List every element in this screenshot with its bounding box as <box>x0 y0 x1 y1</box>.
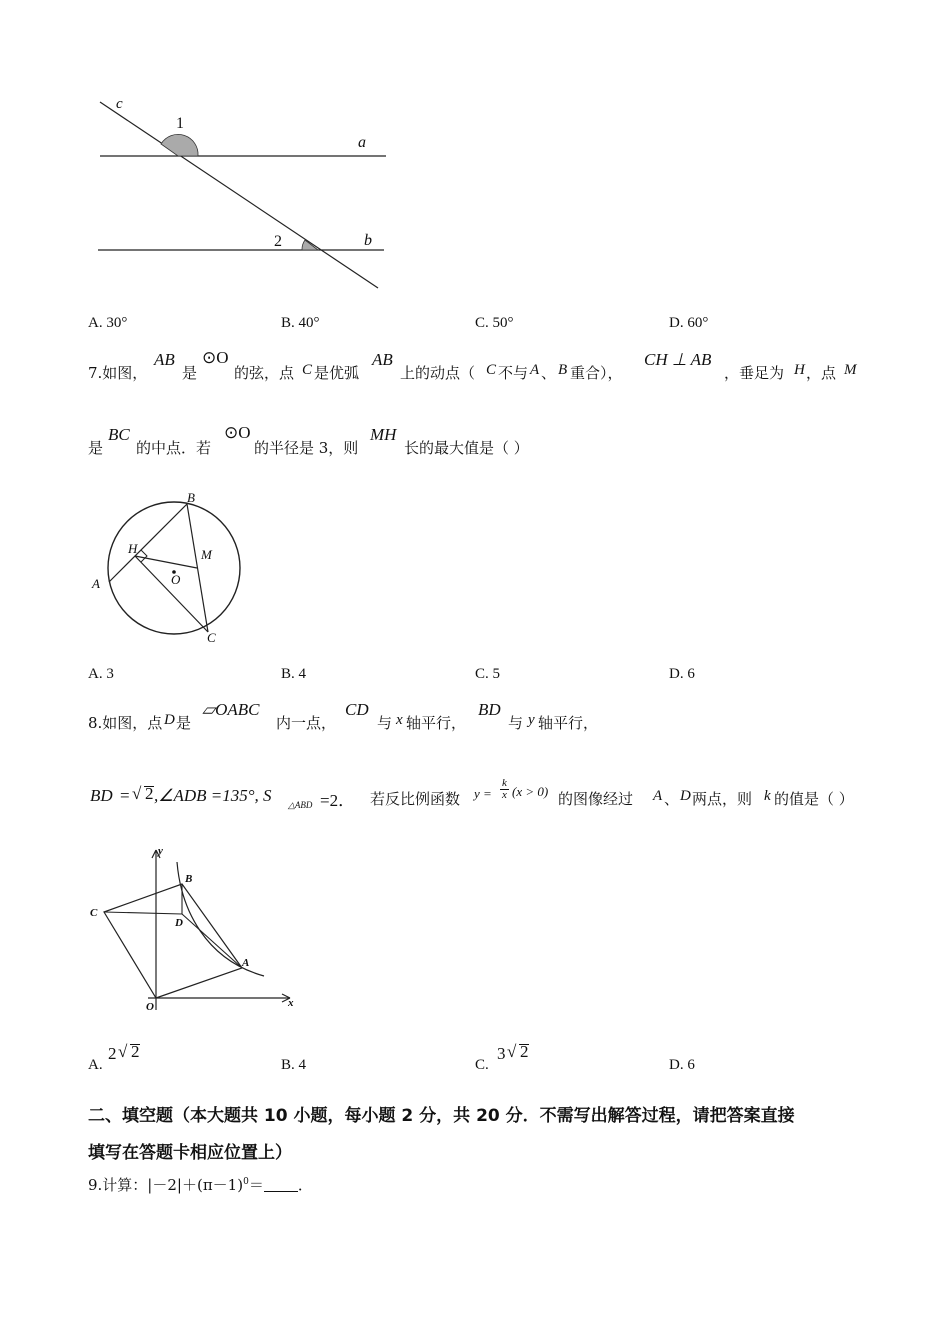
label-M: M <box>201 547 212 562</box>
q7-bc: BC <box>108 425 130 444</box>
right-angle-mark <box>141 550 147 562</box>
q8-cd: CD <box>345 700 369 719</box>
segment-ad <box>182 914 242 968</box>
q7-option-d[interactable]: D. 6 <box>669 666 695 682</box>
q6-option-c[interactable]: C. 50° <box>475 315 514 331</box>
label-A: A <box>92 576 100 591</box>
q8-angle-part: ,∠ADB =135°, S <box>154 786 272 805</box>
q8-option-a-coef: 2 <box>108 1044 117 1063</box>
q7-is: 是 <box>182 364 198 382</box>
figure-circle <box>88 490 258 650</box>
q7-h: H <box>794 362 805 378</box>
q8-d: D <box>164 712 175 728</box>
q7-mh: MH <box>370 425 397 444</box>
q8-sqrt-sign: √ <box>132 784 142 803</box>
q8-sqrt2: 2 <box>145 784 154 803</box>
q8-value-text: 的值是（ ） <box>774 790 854 808</box>
q6-option-d[interactable]: D. 60° <box>669 315 709 331</box>
q8-eq2: =2． <box>320 791 356 810</box>
q8-option-c-prefix: C. <box>475 1057 489 1073</box>
label-b: b <box>364 232 372 249</box>
q8-option-c[interactable] <box>475 1042 595 1072</box>
segment-cd <box>104 912 182 914</box>
q8-bd: BD <box>478 700 501 719</box>
q7-c2: C <box>486 362 497 378</box>
q7-a: A <box>530 362 540 378</box>
label-O: O <box>146 1001 154 1013</box>
q8-x-axis-parallel: 轴平行， <box>406 714 467 732</box>
q7-prefix: 7.如图， <box>88 364 148 382</box>
q8-line-2 <box>88 776 868 812</box>
q8-eq1: = <box>120 786 130 805</box>
label-C: C <box>207 630 216 645</box>
q8-option-a-rad: 2 <box>131 1042 140 1061</box>
q7-m: M <box>844 362 857 378</box>
q9-suffix: ＝ <box>248 1176 264 1194</box>
q7-point-text: ，点 <box>806 364 837 382</box>
q8-option-c-sqrt-sign: √ <box>507 1042 517 1061</box>
label-C: C <box>90 907 98 919</box>
q7-max-text: 长的最大值是（ ） <box>404 439 529 457</box>
section-2-heading-line-2: 填写在答题卡相应位置上） <box>88 1143 292 1163</box>
angle-1-shade <box>161 134 198 156</box>
q7-c: C <box>302 362 313 378</box>
label-O: O <box>171 572 181 587</box>
q7-line2-is: 是 <box>88 439 104 457</box>
circle-o <box>108 502 240 634</box>
q8-func-y: y = <box>474 786 492 801</box>
q8-with: 与 <box>377 714 393 732</box>
q8-parallelogram: ▱OABC <box>202 700 260 719</box>
q8-is: 是 <box>176 714 192 732</box>
q8-func-fraction <box>500 778 509 801</box>
q8-option-b[interactable]: B. 4 <box>281 1057 307 1073</box>
q8-two-points-text: 两点，则 <box>692 790 753 808</box>
q8-func-x: x <box>502 789 507 801</box>
label-B: B <box>187 490 195 505</box>
label-c: c <box>116 96 123 112</box>
label-B: B <box>185 873 193 885</box>
q8-bd-eq: BD <box>90 786 113 805</box>
q8-option-a[interactable] <box>88 1042 208 1072</box>
q8-option-d[interactable]: D. 6 <box>669 1057 695 1073</box>
q8-func-cond: (x > 0) <box>512 784 549 799</box>
label-H: H <box>128 541 138 556</box>
figure-parallel-lines <box>80 90 400 300</box>
q9-answer-blank[interactable] <box>264 1177 298 1192</box>
q7-ab-arc: AB <box>372 350 393 369</box>
q8-graph-text: 的图像经过 <box>558 790 634 808</box>
q9-prefix: 9.计算：|－2|＋(π－1) <box>88 1176 244 1194</box>
q7-line-1 <box>88 348 868 384</box>
q8-option-a-prefix: A. <box>88 1057 103 1073</box>
q7-not-coincide-text: 不与 <box>498 364 529 382</box>
q8-func-k: k <box>502 777 507 789</box>
q8-prefix: 8.如图，点 <box>88 714 163 732</box>
q7-sep: 、 <box>541 364 557 382</box>
q7-foot-text: ，垂足为 <box>724 364 785 382</box>
q8-inner-point-text: 内一点， <box>276 714 337 732</box>
q9-line <box>88 1174 313 1195</box>
label-A: A <box>242 957 250 969</box>
q9-end: ． <box>297 1176 313 1194</box>
q7-moving-point-text: 上的动点（ <box>400 364 476 382</box>
q7-line-2 <box>88 423 588 459</box>
label-y: y <box>158 845 163 857</box>
q8-y: y <box>528 712 535 728</box>
q7-ab: AB <box>154 350 175 369</box>
q8-k: k <box>764 788 771 804</box>
q8-pt-a: A <box>653 788 663 804</box>
q7-circle-o2: ⊙O <box>224 423 251 442</box>
q8-y-axis-parallel: 轴平行， <box>538 714 599 732</box>
q8-sub-abd: △ABD <box>288 800 313 810</box>
q7-option-a[interactable]: A. 3 <box>88 666 114 682</box>
q7-option-c[interactable]: C. 5 <box>475 666 501 682</box>
angle-2-shade <box>302 240 318 250</box>
q8-x: x <box>396 712 403 728</box>
q7-b: B <box>558 362 568 378</box>
q7-ch-perp-ab: CH ⊥ AB <box>644 350 712 369</box>
q7-major-arc-text: 是优弧 <box>314 364 360 382</box>
q7-option-b[interactable]: B. 4 <box>281 666 307 682</box>
q7-midpoint-text: 的中点．若 <box>136 439 212 457</box>
transversal-c <box>100 102 378 288</box>
label-2: 2 <box>274 233 282 250</box>
q7-chord-text: 的弦，点 <box>234 364 295 382</box>
q8-sep: 、 <box>664 790 680 808</box>
label-D: D <box>175 917 183 929</box>
figure-parallelogram <box>86 840 306 1020</box>
label-a: a <box>358 134 366 151</box>
q7-circle-o: ⊙O <box>202 348 229 367</box>
q7-radius-text: 的半径是 3，则 <box>254 439 359 457</box>
label-1: 1 <box>176 115 184 132</box>
q6-option-b[interactable]: B. 40° <box>281 315 320 331</box>
q8-pt-d: D <box>680 788 691 804</box>
q7-coincide-text: 重合）， <box>570 364 623 382</box>
parallelogram-oabc <box>104 884 242 998</box>
q8-option-c-rad: 2 <box>520 1042 529 1061</box>
q8-option-c-coef: 3 <box>497 1044 506 1063</box>
q8-with2: 与 <box>508 714 524 732</box>
q8-inverse-text: 若反比例函数 <box>370 790 461 808</box>
q6-option-a[interactable]: A. 30° <box>88 315 128 331</box>
q9-exponent: 0 <box>243 1177 249 1187</box>
q8-line-1 <box>88 698 648 734</box>
label-x: x <box>288 997 294 1009</box>
section-2-heading-line-1: 二、填空题（本大题共 10 小题，每小题 2 分，共 20 分．不需写出解答过程，请把答案直接 <box>88 1106 795 1126</box>
q8-option-a-sqrt-sign: √ <box>118 1042 128 1061</box>
